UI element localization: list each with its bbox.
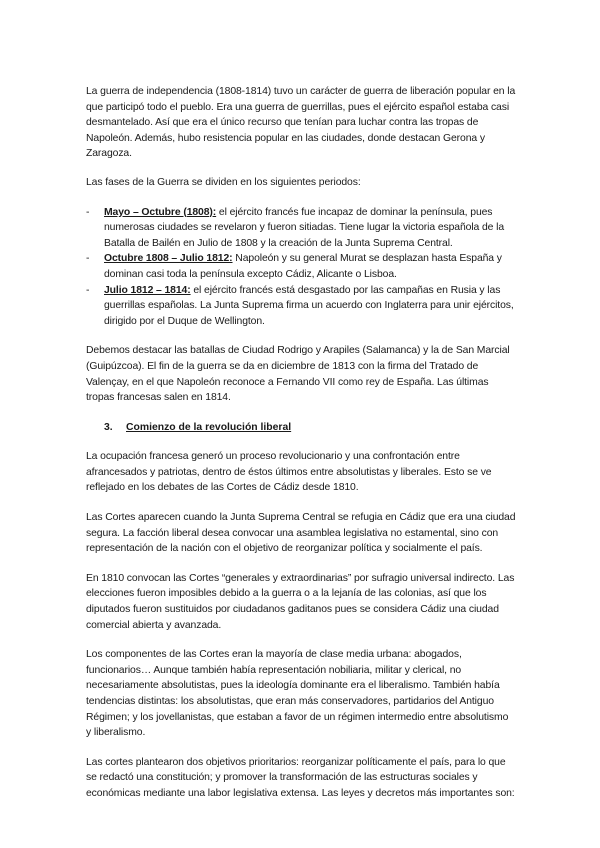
phases-list <box>86 205 516 330</box>
paragraph-cortes-objectives: Las cortes plantearon dos objetivos prioritarios: reorganizar políticamente el país, para lo que se redactó una constitución; y promover la transformación de las estructuras sociales y económicas mediante una labor legislativa extensa. Las leyes y decretos más importantes son: <box>86 756 515 799</box>
document-page <box>86 84 516 802</box>
list-item <box>86 205 516 252</box>
paragraph-cortes-members: Los componentes de las Cortes eran la mayoría de clase media urbana: abogados, funcionarios… Aunque también había representación nobiliaria, militar y clerical, no necesariamente absolutistas, pues la ideología dominante era el liberalismo. También había tendencias distintas: los absolutistas, que eran más conservadores, partidarios del Antiguo Régimen; y los jovellanistas, que estaban a favor de un régimen intermedio entre absolutismo y liberalismo. <box>86 649 509 739</box>
phase-text: el ejército francés fue incapaz de dominar la península, pues numerosas ciudades se revelaron y fueron sitiadas. Tiene lugar la victoria española de la Batalla de Bailén en Julio de 1808 y la creación de la Junta Suprema Central. <box>104 206 505 249</box>
paragraph-battles: Debemos destacar las batallas de Ciudad Rodrigo y Arapiles (Salamanca) y la de San Marcial (Guipúzcoa). El fin de la guerra se da en diciembre de 1813 con la firma del Tratado de Valençay, en el que Napoleón reconoce a Fernando VII como rey de España. Las últimas tropas francesas salen en 1814. <box>86 345 510 404</box>
bullet-dash: - <box>86 284 90 296</box>
section-title: Comienzo de la revolución liberal <box>126 421 292 433</box>
bullet-dash: - <box>86 206 90 218</box>
paragraph-cortes-origin: Las Cortes aparecen cuando la Junta Suprema Central se refugia en Cádiz que era una ciudad segura. La facción liberal desea convocar una asamblea legislativa no estamental, sino con representación de la nación con el objetivo de reorganizar política y socialmente el país. <box>86 512 516 555</box>
section-number: 3. <box>104 421 113 433</box>
phase-title: Mayo – Octubre (1808): <box>104 206 217 218</box>
phase-text: Napoleón y su general Murat se desplazan hasta España y dominan casi toda la península excepto Cádiz, Alicante o Lisboa. <box>104 253 502 280</box>
paragraph-cortes-convocation: En 1810 convocan las Cortes “generales y extraordinarias” por sufragio universal indirecto. Las elecciones fueron imposibles debido a la guerra o a la lejanía de las colonias, así que los diputados fueron sustituidos por ciudadanos gaditanos pues se considera Cádiz una ciudad comercial abierta y avanzada. <box>86 572 515 631</box>
phase-text: el ejército francés está desgastado por las campañas en Rusia y las guerrillas españolas. La Junta Suprema firma un acuerdo con Inglaterra para unir ejércitos, dirigido por el Duque de Wellington. <box>104 284 514 327</box>
list-item <box>86 283 516 330</box>
section-heading <box>86 420 516 436</box>
paragraph-war-of-independence: La guerra de independencia (1808-1814) tuvo un carácter de guerra de liberación popular en la que participó todo el pueblo. Era una guerra de guerrillas, pues el ejército español estaba casi desmantelado. Así que era el único recurso que tenían para luchar contra las tropas de Napoleón. Además, hubo resistencia popular en las ciudades, donde destacan Gerona y Zaragoza. <box>86 86 516 160</box>
paragraph-french-occupation: La ocupación francesa generó un proceso revolucionario y una confrontación entre afrancesados y patriotas, dentro de éstos últimos entre absolutistas y liberales. Esto se ve reflejado en los debates de las Cortes de Cádiz desde 1810. <box>86 451 492 494</box>
phase-title: Octubre 1808 – Julio 1812: <box>104 253 233 265</box>
bullet-dash: - <box>86 253 90 265</box>
list-item <box>86 251 516 282</box>
paragraph-phases-intro: Las fases de la Guerra se dividen en los siguientes periodos: <box>86 176 361 188</box>
phase-title: Julio 1812 – 1814: <box>104 284 191 296</box>
